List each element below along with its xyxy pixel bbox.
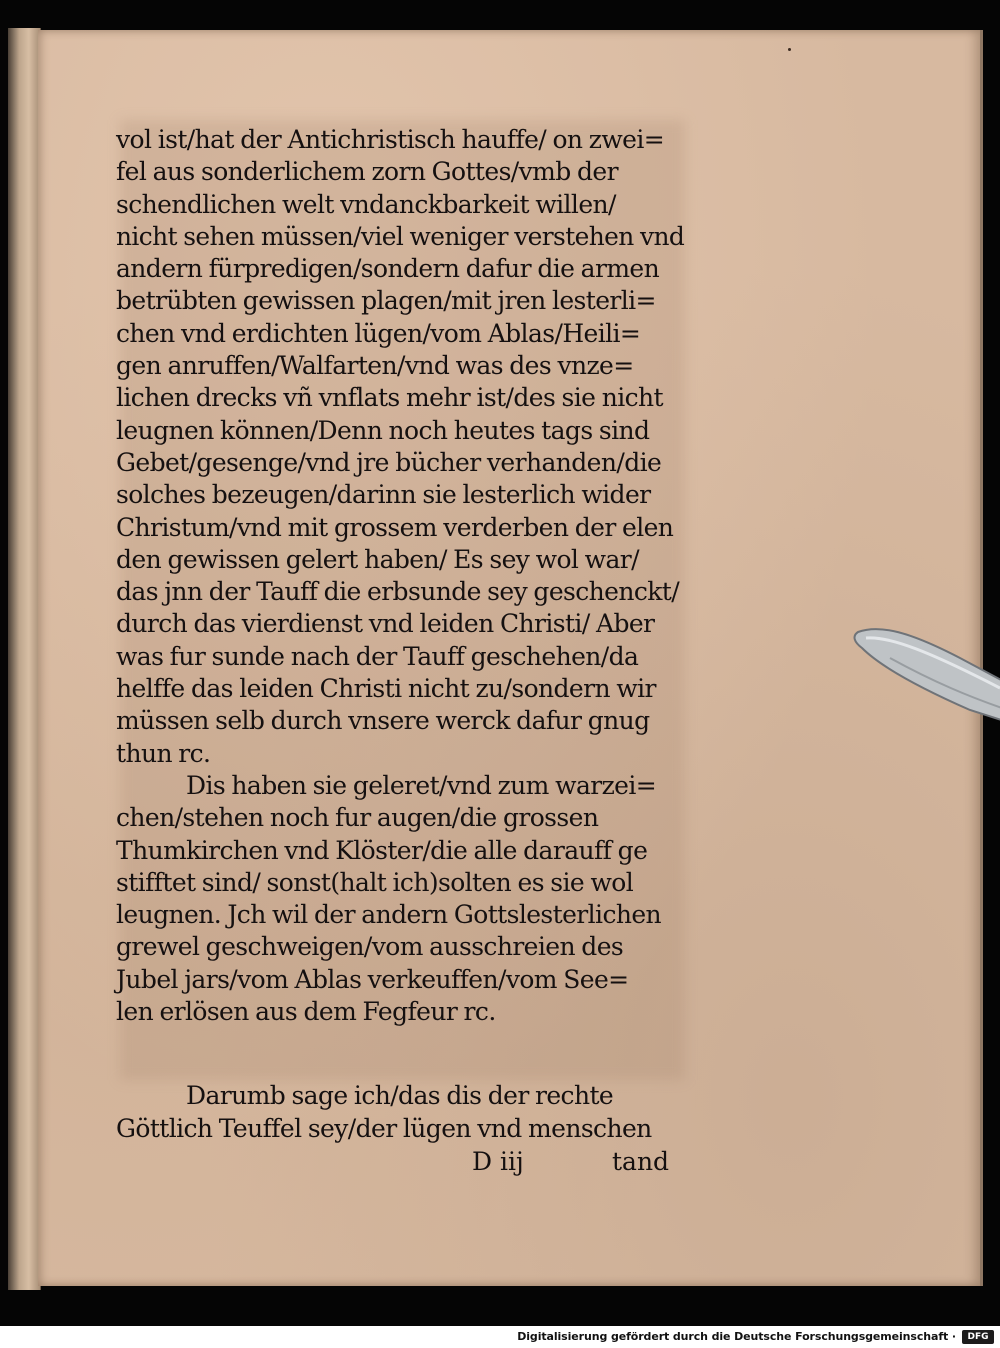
- paragraph-3: [116, 1080, 684, 1145]
- text-line: Dis haben sie geleret/vnd zum warzei=: [186, 770, 657, 800]
- text-line: den gewissen gelert haben/ Es sey wol war/: [116, 544, 639, 574]
- text-line: betrübten gewissen plagen/mit jren lesterli=: [116, 286, 656, 316]
- text-line: Thumkirchen vnd Klöster/die alle darauff ge: [116, 835, 648, 865]
- text-line: nicht sehen müssen/viel weniger verstehen vnd: [116, 221, 685, 251]
- signature-mark: D iij: [472, 1146, 524, 1176]
- text-line: das jnn der Tauff die erbsunde sey geschenckt/: [116, 577, 680, 607]
- text-line: grewel geschweigen/vom ausschreien des: [116, 932, 624, 962]
- text-line: chen vnd erdichten lügen/vom Ablas/Heili=: [116, 318, 641, 348]
- page-footer-line: [116, 1145, 684, 1179]
- text-line: solches bezeugen/darinn sie lesterlich wider: [116, 480, 651, 510]
- text-line: Göttlich Teuffel sey/der lügen vnd menschen: [116, 1113, 652, 1143]
- text-line: thun rc.: [116, 738, 211, 768]
- text-line: Gebet/gesenge/vnd jre bücher verhanden/die: [116, 447, 662, 477]
- text-line: leugnen. Jch wil der andern Gottslesterlichen: [116, 900, 662, 930]
- text-line: durch das vierdienst vnd leiden Christi/ Aber: [116, 609, 655, 639]
- credit-bar: [0, 1326, 1000, 1348]
- text-line: lichen drecks vñ vnflats mehr ist/des sie nicht: [116, 383, 663, 413]
- text-line: Darumb sage ich/das dis der rechte: [186, 1081, 614, 1111]
- text-line: helffe das leiden Christi nicht zu/sondern wir: [116, 674, 656, 704]
- text-line: stifftet sind/ sonst(halt ich)solten es sie wol: [116, 867, 634, 897]
- text-line: vol ist/hat der Antichristisch hauffe/ on zwei=: [116, 125, 665, 154]
- page-gutter: [8, 28, 41, 1290]
- text-line: chen/stehen noch fur augen/die grossen: [116, 803, 599, 833]
- text-line: was fur sunde nach der Tauff geschehen/da: [116, 641, 639, 671]
- paragraph-1: [116, 124, 684, 770]
- text-line: gen anruffen/Walfarten/vnd was des vnze=: [116, 351, 634, 381]
- catchword: tand: [612, 1146, 670, 1176]
- text-line: müssen selb durch vnsere werck dafur gnug: [116, 706, 650, 736]
- text-block: [116, 124, 684, 1179]
- paper-speck: [788, 48, 791, 51]
- text-line: fel aus sonderlichem zorn Gottes/vmb der: [116, 157, 618, 187]
- text-line: Jubel jars/vom Ablas verkeuffen/vom See=: [116, 964, 629, 994]
- paragraph-gap: [116, 1028, 684, 1080]
- text-line: schendlichen welt vndanckbarkeit willen/: [116, 189, 616, 219]
- text-line: andern fürpredigen/sondern dafur die armen: [116, 254, 660, 284]
- pen-pointer-icon: [850, 618, 1000, 726]
- text-line: leugnen können/Denn noch heutes tags sind: [116, 415, 650, 445]
- credit-text: Digitalisierung gefördert durch die Deutsche Forschungsgemeinschaft ·: [517, 1330, 956, 1343]
- text-line: Christum/vnd mit grossem verderben der elen: [116, 512, 674, 542]
- text-line: len erlösen aus dem Fegfeur rc.: [116, 997, 496, 1027]
- paragraph-2: [116, 770, 684, 1028]
- dfg-logo: DFG: [962, 1330, 994, 1344]
